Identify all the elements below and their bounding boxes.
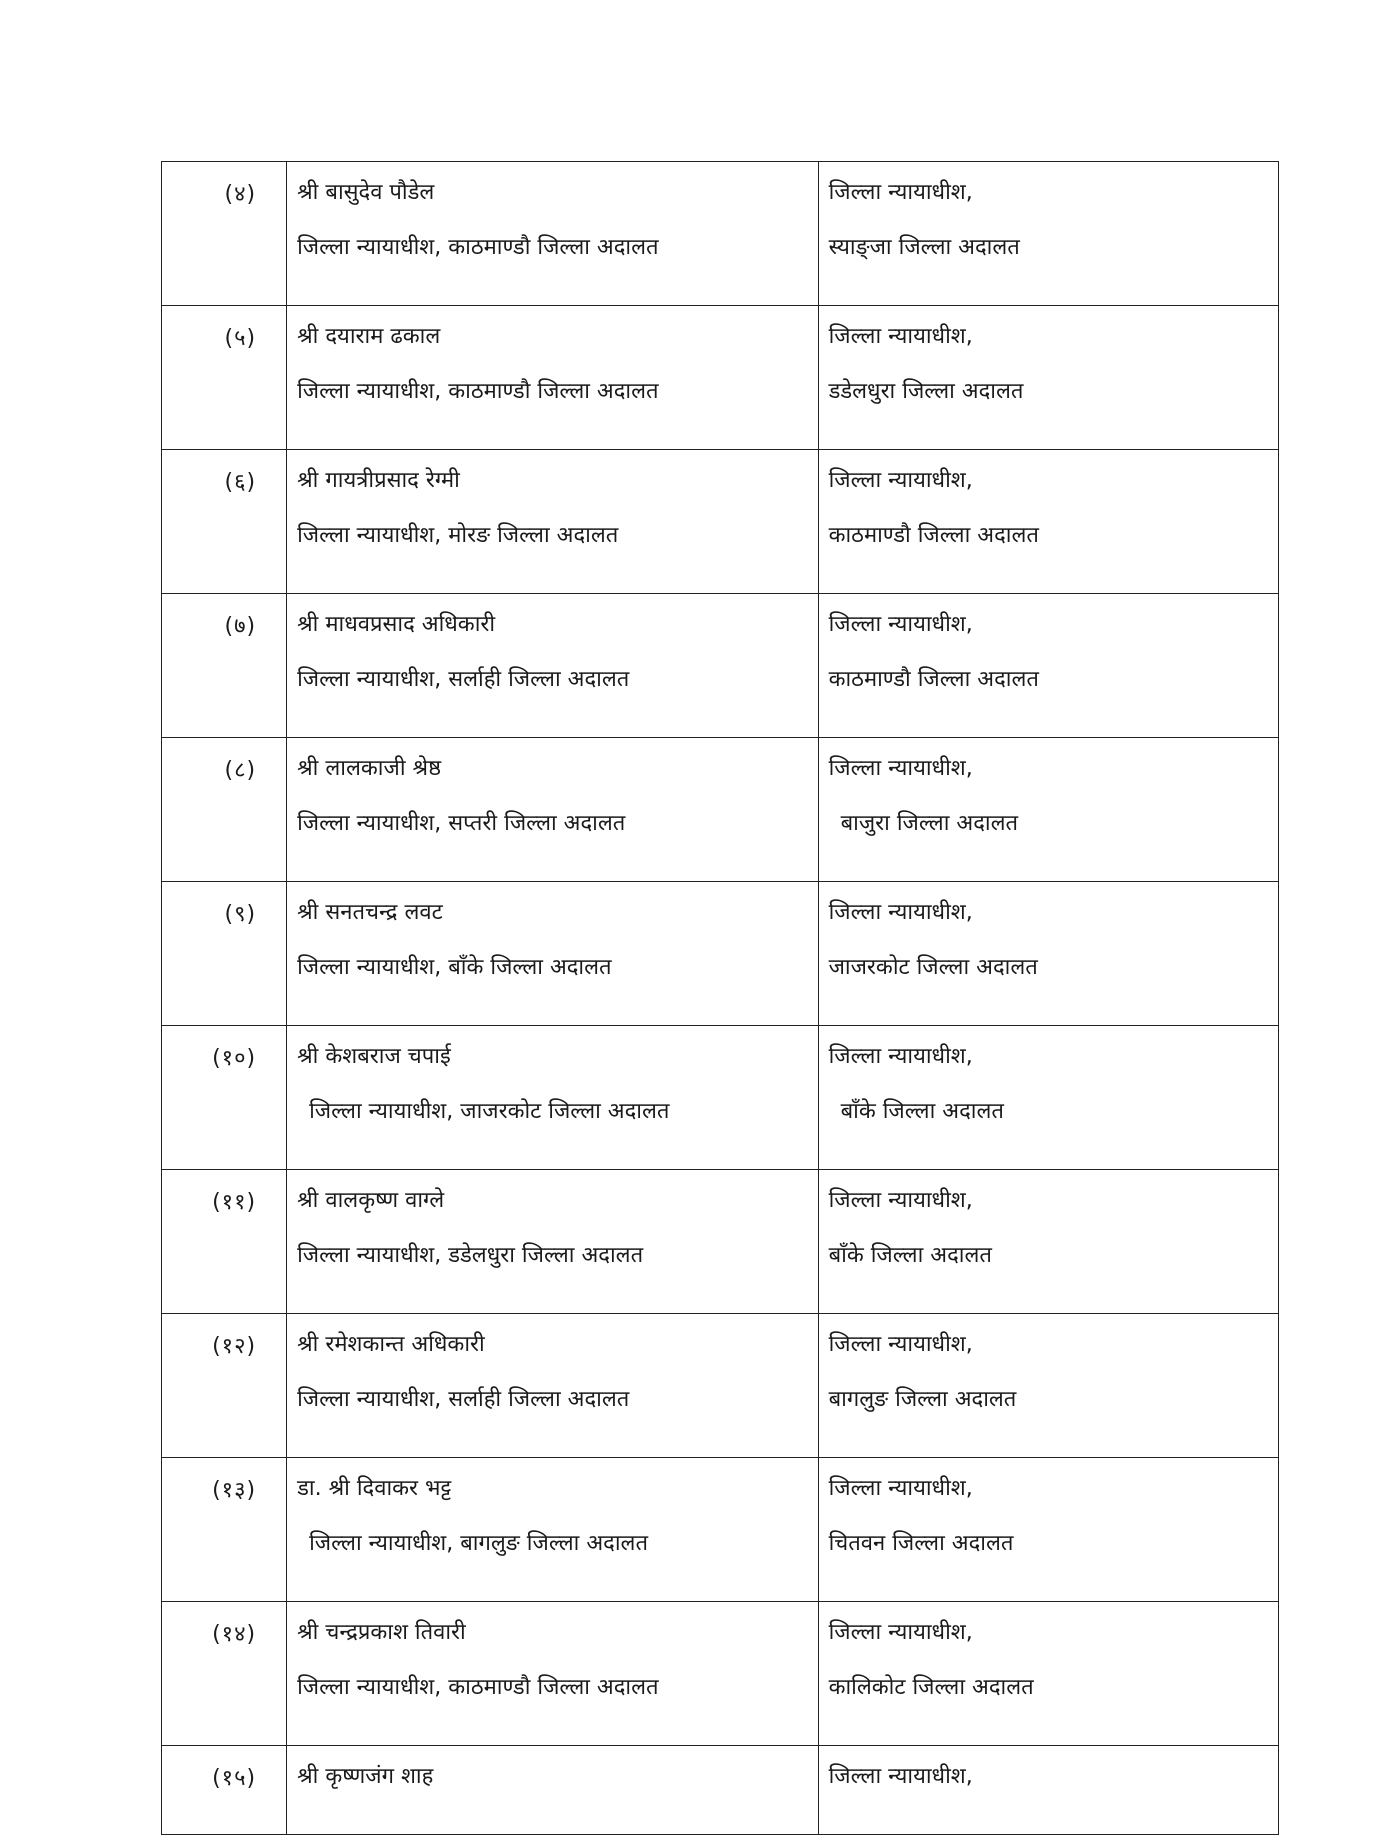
destination-court: डडेलधुरा जिल्ला अदालत xyxy=(828,379,1024,404)
destination-title: जिल्ला न्यायाधीश, xyxy=(828,324,973,349)
judge-cell xyxy=(287,738,818,882)
destination-title: जिल्ला न्यायाधीश, xyxy=(828,180,973,205)
judge-cell xyxy=(287,162,818,306)
serial-number: (१४) xyxy=(162,1602,287,1746)
current-post: जिल्ला न्यायाधीश, काठमाण्डौ जिल्ला अदालत xyxy=(297,1675,659,1700)
destination-cell xyxy=(818,450,1278,594)
table-row xyxy=(162,1746,1279,1835)
current-post: जिल्ला न्यायाधीश, मोरङ जिल्ला अदालत xyxy=(297,523,619,548)
judge-cell xyxy=(287,1026,818,1170)
destination-title: जिल्ला न्यायाधीश, xyxy=(828,1188,973,1213)
judge-cell xyxy=(287,1314,818,1458)
table-row xyxy=(162,1170,1279,1314)
judge-name: श्री वालकृष्ण वाग्ले xyxy=(297,1188,445,1213)
judge-cell xyxy=(287,450,818,594)
destination-court: कालिकोट जिल्ला अदालत xyxy=(828,1675,1034,1700)
destination-cell xyxy=(818,738,1278,882)
table-row xyxy=(162,594,1279,738)
current-post: जिल्ला न्यायाधीश, डडेलधुरा जिल्ला अदालत xyxy=(297,1243,644,1268)
current-post: जिल्ला न्यायाधीश, सर्लाही जिल्ला अदालत xyxy=(297,1387,630,1412)
destination-cell xyxy=(818,1746,1278,1835)
destination-cell xyxy=(818,162,1278,306)
judge-name: श्री चन्द्रप्रकाश तिवारी xyxy=(297,1620,466,1645)
destination-cell xyxy=(818,1026,1278,1170)
judge-cell xyxy=(287,1602,818,1746)
table-row xyxy=(162,1458,1279,1602)
destination-court: बाजुरा जिल्ला अदालत xyxy=(840,811,1019,836)
current-post: जिल्ला न्यायाधीश, काठमाण्डौ जिल्ला अदालत xyxy=(297,235,659,260)
judge-name: श्री कृष्णजंग शाह xyxy=(297,1764,434,1789)
serial-number: (६) xyxy=(162,450,287,594)
judge-name: श्री बासुदेव पौडेल xyxy=(297,180,435,205)
destination-court: बागलुङ जिल्ला अदालत xyxy=(828,1387,1017,1412)
destination-title: जिल्ला न्यायाधीश, xyxy=(828,900,973,925)
judge-name: डा. श्री दिवाकर भट्ट xyxy=(297,1476,452,1501)
serial-number: (११) xyxy=(162,1170,287,1314)
judge-name: श्री लालकाजी श्रेष्ठ xyxy=(297,756,442,781)
destination-cell xyxy=(818,882,1278,1026)
current-post: जिल्ला न्यायाधीश, जाजरकोट जिल्ला अदालत xyxy=(309,1099,670,1124)
destination-title: जिल्ला न्यायाधीश, xyxy=(828,612,973,637)
serial-number: (८) xyxy=(162,738,287,882)
serial-number: (१०) xyxy=(162,1026,287,1170)
judge-name: श्री माधवप्रसाद अधिकारी xyxy=(297,612,496,637)
table-row xyxy=(162,306,1279,450)
judge-cell xyxy=(287,1746,818,1835)
judge-cell xyxy=(287,882,818,1026)
destination-title: जिल्ला न्यायाधीश, xyxy=(828,1332,973,1357)
current-post: जिल्ला न्यायाधीश, बाँके जिल्ला अदालत xyxy=(297,955,612,980)
destination-court: चितवन जिल्ला अदालत xyxy=(828,1531,1014,1556)
judge-name: श्री रमेशकान्त अधिकारी xyxy=(297,1332,485,1357)
destination-cell xyxy=(818,306,1278,450)
destination-court: काठमाण्डौ जिल्ला अदालत xyxy=(828,667,1039,692)
destination-court: बाँके जिल्ला अदालत xyxy=(828,1243,992,1268)
destination-court: जाजरकोट जिल्ला अदालत xyxy=(828,955,1038,980)
table-row xyxy=(162,450,1279,594)
judge-name: श्री सनतचन्द्र लवट xyxy=(297,900,443,925)
judge-cell xyxy=(287,1170,818,1314)
destination-cell xyxy=(818,1314,1278,1458)
table-row xyxy=(162,738,1279,882)
current-post: जिल्ला न्यायाधीश, बागलुङ जिल्ला अदालत xyxy=(309,1531,649,1556)
judge-transfer-table xyxy=(161,161,1279,1835)
current-post: जिल्ला न्यायाधीश, सर्लाही जिल्ला अदालत xyxy=(297,667,630,692)
serial-number: (५) xyxy=(162,306,287,450)
table-row xyxy=(162,1314,1279,1458)
destination-title: जिल्ला न्यायाधीश, xyxy=(828,1620,973,1645)
table-row xyxy=(162,1602,1279,1746)
judge-name: श्री गायत्रीप्रसाद रेग्मी xyxy=(297,468,460,493)
table-row xyxy=(162,162,1279,306)
judge-cell xyxy=(287,1458,818,1602)
table-row xyxy=(162,882,1279,1026)
destination-title: जिल्ला न्यायाधीश, xyxy=(828,756,973,781)
serial-number: (४) xyxy=(162,162,287,306)
current-post: जिल्ला न्यायाधीश, काठमाण्डौ जिल्ला अदालत xyxy=(297,379,659,404)
serial-number: (१३) xyxy=(162,1458,287,1602)
judge-name: श्री केशबराज चपाई xyxy=(297,1044,451,1069)
serial-number: (७) xyxy=(162,594,287,738)
current-post: जिल्ला न्यायाधीश, सप्तरी जिल्ला अदालत xyxy=(297,811,626,836)
judge-cell xyxy=(287,594,818,738)
destination-cell xyxy=(818,1602,1278,1746)
serial-number: (१५) xyxy=(162,1746,287,1835)
table-row xyxy=(162,1026,1279,1170)
destination-cell xyxy=(818,594,1278,738)
destination-court: स्याङ्जा जिल्ला अदालत xyxy=(828,235,1020,260)
destination-cell xyxy=(818,1170,1278,1314)
destination-court: काठमाण्डौ जिल्ला अदालत xyxy=(828,523,1039,548)
destination-cell xyxy=(818,1458,1278,1602)
judge-name: श्री दयाराम ढकाल xyxy=(297,324,441,349)
destination-title: जिल्ला न्यायाधीश, xyxy=(828,468,973,493)
destination-title: जिल्ला न्यायाधीश, xyxy=(828,1764,973,1789)
destination-court: बाँके जिल्ला अदालत xyxy=(840,1099,1004,1124)
serial-number: (१२) xyxy=(162,1314,287,1458)
serial-number: (९) xyxy=(162,882,287,1026)
judge-cell xyxy=(287,306,818,450)
destination-title: जिल्ला न्यायाधीश, xyxy=(828,1044,973,1069)
destination-title: जिल्ला न्यायाधीश, xyxy=(828,1476,973,1501)
